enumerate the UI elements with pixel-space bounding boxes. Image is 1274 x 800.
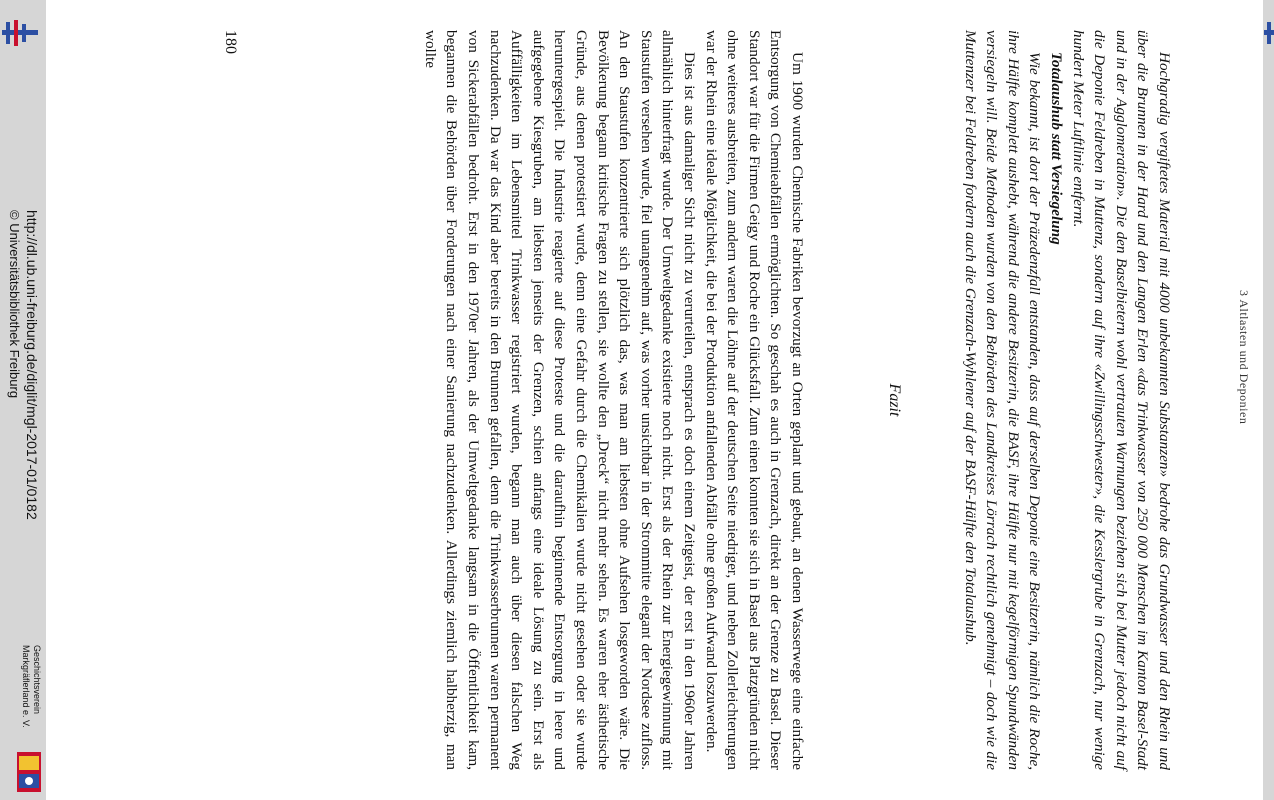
top-text-block — [959, 30, 1175, 770]
left-sidebar — [0, 0, 46, 800]
paragraph-fazit-2: Dies ist aus damaliger Sicht nicht zu verurteilen, entsprach es doch einem Zeitgeist, der erst in den 1960er Jahren allmählich hinterfragt wurde. Der Umweltgedanke existierte noch nicht. Erst als der Rhein zur Energiegewinnung mit Staustufen versehen wurde, fiel unangenehm auf, was vorher unsichtbar in der Strommitte elegant der Nordsee zufloss. An den Staustufen konzentrierte sich plötzlich das, was man am liebsten ohne Aufsehen losgeworden wäre. Die Bevölkerung begann kritische Fragen zu stellen, sie wollte den „Dreck“ nicht mehr sehen. Es waren eher ästhetische Gründe, aus denen protestiert wurde, denn eine Gefahr durch die Chemikalien wurde nicht gesehen oder sie wurde heruntergespielt. Die Industrie reagierte auf diese Proteste und die daraufhin beginnende Entsorgung in leere und aufgegebene Kiesgruben, am liebsten jenseits der Grenzen, schien anfangs eine ideale Lösung zu sein. Erst als Auffälligkeiten im Lebensmittel Trinkwasser registriert wurden, begann man auch über diesen falschen Weg nachzudenken. Da war das Kind aber bereits in den Brunnen gefallen, denn die Trinkwasserbrunnen waren permanent von Sickerabfällen bedroht. Erst in den 1970er Jahren, als der Umweltgedanke langsam in die Öffentlichkeit kam, begannen die Behörden über Forderungen nach einer Sanierung nachzudenken. Allerdings ziemlich halbherzig, man wollte — [421, 30, 699, 770]
section-heading: Fazit — [886, 383, 903, 417]
subheading: Totalaushub statt Versiegelung — [1048, 52, 1066, 245]
fazit-text-block — [419, 30, 808, 770]
page-number: 180 — [222, 30, 239, 54]
right-sidebar — [1263, 0, 1274, 800]
paragraph-quote: Hochgradig vergiftetes Material mit 4000 unbekannten Substanzen» bedrohe das Grundwasser und den Rhein und über die Brunnen in der Hard und den Langen Erlen «das Trinkwasser von 250 000 Menschen im Kanton Basel-Stadt und in der Agglomeration». Die den Baselbietern wohl vertrauten Warnungen beziehen sich bei Mutter jedoch nicht auf die Deponie Feldreben in Muttenz, sondern auf ihre «Zwillingsschwester», die Kesslergrube in Grenzach, nur wenige hundert Meter Luftlinie entfernt. — [1069, 30, 1173, 770]
paragraph-fazit-1: Um 1900 wurden Chemische Fabriken bevorzugt an Orten geplant und gebaut, an denen Wasserwege eine einfache Entsorgung von Chemieabfällen ermöglichten. So geschah es auch in Grenzach, direkt an der Grenze zu Basel. Dieser Standort war für die Firmen Geigy und Roche ein Glücksfall. Zum einen konnten sie sich in Basel aus Platzgründen nicht ohne weiteres ausbreiten, zum andern waren die Löhne auf der deutschen Seite niedriger, und neben Zollerleichterungen war der Rhein eine ideale Möglichkeit, die bei der Produktion anfallenden Abfälle ohne großen Aufwand loszuwerden. — [702, 30, 806, 770]
society-crest-icon — [17, 752, 41, 792]
sidebar-rotated-text — [0, 0, 46, 800]
source-url[interactable]: http://dl.ub.uni-freiburg.de/diglit/mgl-2017-01/0182 — [24, 210, 40, 520]
document-page — [46, 0, 1263, 800]
paragraph-totalaushub: Wie bekannt, ist dort der Präzedenzfall entstanden, dass auf derselben Deponie eine Besitzerin, nämlich die Roche, ihre Hälfte komplett aushebt, während die andere Besitzerin, die BASF, ihre Hälfte nur mit kegelförmigen Spundwänden versiegeln will. Beide Methoden wurden von den Behörden des Landkreises Lörrach rechtlich genehmigt – doch wie die Muttenzer bei Feldreben fordern auch die Grenzach-Wyhlener auf der BASF-Hälfte den Totalaushub. — [961, 30, 1044, 770]
society-name-line1: Geschichtsverein — [32, 645, 42, 715]
society-name-line2: Markgräflerland e. V. — [21, 645, 31, 728]
society-name — [20, 645, 42, 728]
library-credit: © Universitätsbibliothek Freiburg — [7, 210, 22, 399]
rotated-page-content — [46, 0, 1263, 800]
cutoff-running-header: 3 Altlasten und Deponien — [1237, 290, 1251, 425]
ub-freiburg-logo-partial-icon — [1264, 18, 1274, 48]
